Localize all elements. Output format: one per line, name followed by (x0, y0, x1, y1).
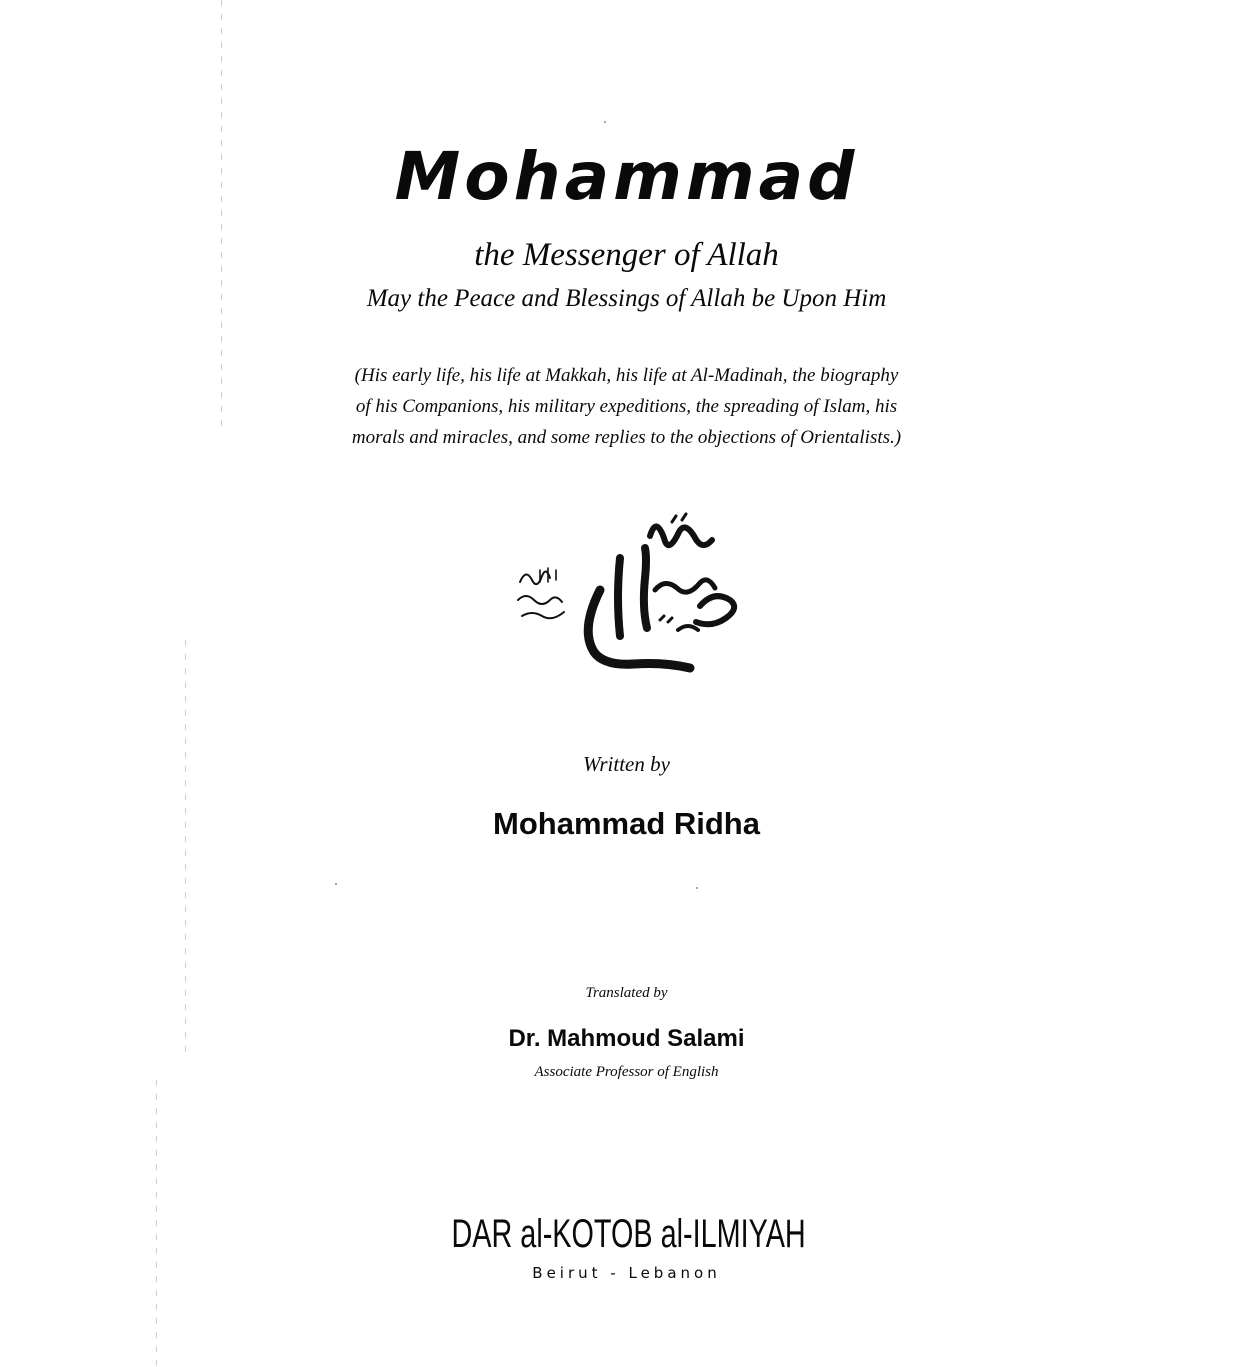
scan-artifact-line (156, 1080, 157, 1367)
scan-speck (335, 883, 337, 885)
description-line: of his Companions, his military expeditions, the spreading of Islam, his (355, 396, 898, 417)
written-by-label: Written by (583, 752, 670, 776)
publisher-location: Beirut - Lebanon (532, 1264, 721, 1282)
translator-name: Dr. Mahmoud Salami (508, 1025, 745, 1052)
description-line: morals and miracles, and some replies to the objections of Orientalists.) (351, 427, 902, 448)
arabic-calligraphy-icon (500, 510, 750, 710)
description-line: (His early life, his life at Makkah, his life at Al-Madinah, the biography (354, 365, 899, 386)
scan-speck (696, 887, 698, 889)
translator-title: Associate Professor of English (534, 1064, 719, 1080)
translated-by-label: Translated by (585, 985, 668, 1001)
book-subtitle: the Messenger of Allah (474, 237, 779, 273)
publisher-name: DAR al-KOTOB al-ILMIYAH (451, 1212, 806, 1256)
author-name: Mohammad Ridha (493, 806, 760, 841)
book-description (0, 360, 1253, 453)
scan-speck (604, 121, 606, 123)
book-title: Mohammad (394, 138, 859, 215)
salutation: May the Peace and Blessings of Allah be Upon Him (366, 285, 887, 312)
